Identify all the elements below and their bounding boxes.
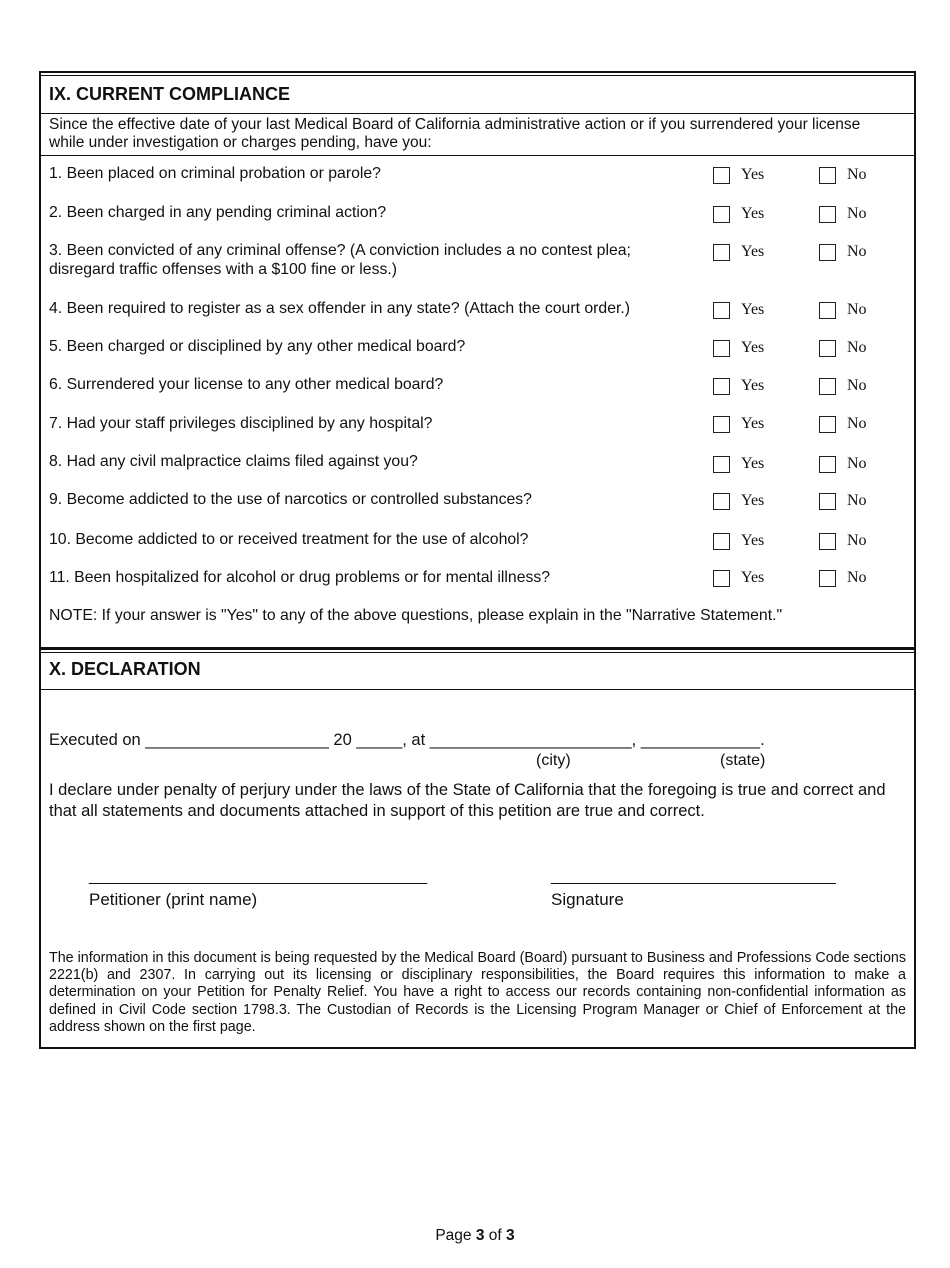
no-label: No bbox=[847, 243, 867, 260]
no-label: No bbox=[847, 377, 867, 394]
no-checkbox[interactable] bbox=[819, 206, 836, 223]
no-option[interactable] bbox=[819, 492, 867, 510]
yes-label: Yes bbox=[741, 377, 765, 394]
yes-label: Yes bbox=[741, 455, 765, 472]
question-text: 4. Been required to register as a sex offender in any state? (Attach the court order.) bbox=[49, 300, 631, 317]
no-checkbox[interactable] bbox=[819, 570, 836, 587]
signature-label: Signature bbox=[551, 890, 624, 909]
page-word: Page bbox=[435, 1227, 472, 1244]
yes-option[interactable] bbox=[713, 532, 764, 550]
yes-checkbox[interactable] bbox=[713, 244, 730, 261]
question-text: 9. Become addicted to the use of narcotics or controlled substances? bbox=[49, 491, 532, 508]
no-option[interactable] bbox=[819, 205, 867, 223]
no-label: No bbox=[847, 339, 867, 356]
no-checkbox[interactable] bbox=[819, 416, 836, 433]
no-checkbox[interactable] bbox=[819, 340, 836, 357]
section-divider-inner bbox=[41, 652, 914, 653]
no-option[interactable] bbox=[819, 415, 867, 433]
no-label: No bbox=[847, 301, 867, 318]
executed-on-line[interactable]: Executed on ____________________ 20 _____, at ______________________, _____________. bbox=[49, 731, 765, 749]
divider bbox=[41, 113, 914, 114]
yes-label: Yes bbox=[741, 301, 765, 318]
yes-label: Yes bbox=[741, 532, 765, 549]
no-label: No bbox=[847, 166, 867, 183]
question-text: 3. Been convicted of any criminal offense? (A conviction includes a no contest plea; disregard traffic offenses with a $100 fine or less.) bbox=[49, 242, 631, 278]
yes-option[interactable] bbox=[713, 569, 764, 587]
no-option[interactable] bbox=[819, 243, 867, 261]
current-page: 3 bbox=[475, 1227, 485, 1244]
yes-option[interactable] bbox=[713, 455, 764, 473]
yes-label: Yes bbox=[741, 166, 765, 183]
no-label: No bbox=[847, 415, 867, 432]
yes-checkbox[interactable] bbox=[713, 167, 730, 184]
no-option[interactable] bbox=[819, 377, 867, 395]
section-divider bbox=[41, 647, 914, 650]
yes-option[interactable] bbox=[713, 377, 764, 395]
no-checkbox[interactable] bbox=[819, 302, 836, 319]
yes-checkbox[interactable] bbox=[713, 378, 730, 395]
no-checkbox[interactable] bbox=[819, 378, 836, 395]
no-label: No bbox=[847, 569, 867, 586]
question-text: 8. Had any civil malpractice claims filed against you? bbox=[49, 453, 418, 470]
no-label: No bbox=[847, 455, 867, 472]
yes-label: Yes bbox=[741, 205, 765, 222]
section-x-title: X. DECLARATION bbox=[49, 659, 201, 679]
yes-checkbox[interactable] bbox=[713, 416, 730, 433]
state-label: (state) bbox=[720, 752, 766, 769]
yes-checkbox[interactable] bbox=[713, 206, 730, 223]
no-option[interactable] bbox=[819, 455, 867, 473]
no-checkbox[interactable] bbox=[819, 244, 836, 261]
question-text: 10. Become addicted to or received treatment for the use of alcohol? bbox=[49, 531, 529, 548]
no-checkbox[interactable] bbox=[819, 493, 836, 510]
yes-label: Yes bbox=[741, 243, 765, 260]
print-name-field[interactable]: ______________________________________ bbox=[89, 868, 428, 885]
privacy-notice: The information in this document is being requested by the Medical Board (Board) pursuant to Business and Professions Code sections 2221(b) and 2307. In carrying out its licensing or disciplinary responsibilities, the Board requires this information to make a determination on your Petition for Penalty Relief. You have a right to access our records containing non-confidential information as defined in Civil Code section 1798.3. The Custodian of Records is the Licensing Program Manager or Chief of Enforcement at the address shown on the first page. bbox=[49, 950, 906, 1035]
page-footer bbox=[0, 1227, 950, 1245]
no-option[interactable] bbox=[819, 339, 867, 357]
question-text: 6. Surrendered your license to any other medical board? bbox=[49, 376, 444, 393]
yes-checkbox[interactable] bbox=[713, 456, 730, 473]
question-text: 2. Been charged in any pending criminal action? bbox=[49, 204, 387, 221]
narrative-note: NOTE: If your answer is "Yes" to any of the above questions, please explain in the "Narrative Statement." bbox=[49, 607, 783, 624]
yes-checkbox[interactable] bbox=[713, 493, 730, 510]
section-ix-title: IX. CURRENT COMPLIANCE bbox=[49, 84, 291, 104]
yes-option[interactable] bbox=[713, 492, 764, 510]
no-option[interactable] bbox=[819, 166, 867, 184]
section-ix-intro: Since the effective date of your last Medical Board of California administrative action or if you surrendered your license while under investigation or charges pending, have you: bbox=[49, 116, 861, 151]
top-border-inner bbox=[39, 75, 916, 76]
divider bbox=[41, 689, 914, 690]
print-name-label: Petitioner (print name) bbox=[89, 890, 258, 909]
declaration-text: I declare under penalty of perjury under the laws of the State of California that the foregoing is true and correct and that all statements and documents attached in support of this petition are true and correct. bbox=[49, 781, 886, 820]
yes-label: Yes bbox=[741, 569, 765, 586]
yes-option[interactable] bbox=[713, 205, 764, 223]
no-label: No bbox=[847, 492, 867, 509]
yes-checkbox[interactable] bbox=[713, 340, 730, 357]
no-option[interactable] bbox=[819, 532, 867, 550]
yes-checkbox[interactable] bbox=[713, 570, 730, 587]
yes-label: Yes bbox=[741, 339, 765, 356]
yes-option[interactable] bbox=[713, 166, 764, 184]
question-text: 7. Had your staff privileges disciplined by any hospital? bbox=[49, 415, 433, 432]
yes-option[interactable] bbox=[713, 415, 764, 433]
yes-checkbox[interactable] bbox=[713, 533, 730, 550]
city-label: (city) bbox=[536, 752, 571, 769]
yes-label: Yes bbox=[741, 492, 765, 509]
no-label: No bbox=[847, 532, 867, 549]
no-checkbox[interactable] bbox=[819, 167, 836, 184]
yes-checkbox[interactable] bbox=[713, 302, 730, 319]
no-checkbox[interactable] bbox=[819, 533, 836, 550]
total-pages: 3 bbox=[506, 1227, 515, 1244]
no-option[interactable] bbox=[819, 301, 867, 319]
no-option[interactable] bbox=[819, 569, 867, 587]
yes-option[interactable] bbox=[713, 339, 764, 357]
yes-option[interactable] bbox=[713, 301, 764, 319]
yes-label: Yes bbox=[741, 415, 765, 432]
question-text: 1. Been placed on criminal probation or parole? bbox=[49, 165, 381, 182]
divider bbox=[41, 155, 914, 156]
question-text: 11. Been hospitalized for alcohol or drug problems or for mental illness? bbox=[49, 569, 551, 586]
no-label: No bbox=[847, 205, 867, 222]
signature-field[interactable]: ________________________________ bbox=[551, 868, 836, 885]
top-border bbox=[39, 71, 916, 73]
of-word: of bbox=[488, 1227, 502, 1244]
question-text: 5. Been charged or disciplined by any other medical board? bbox=[49, 338, 466, 355]
yes-option[interactable] bbox=[713, 243, 764, 261]
no-checkbox[interactable] bbox=[819, 456, 836, 473]
